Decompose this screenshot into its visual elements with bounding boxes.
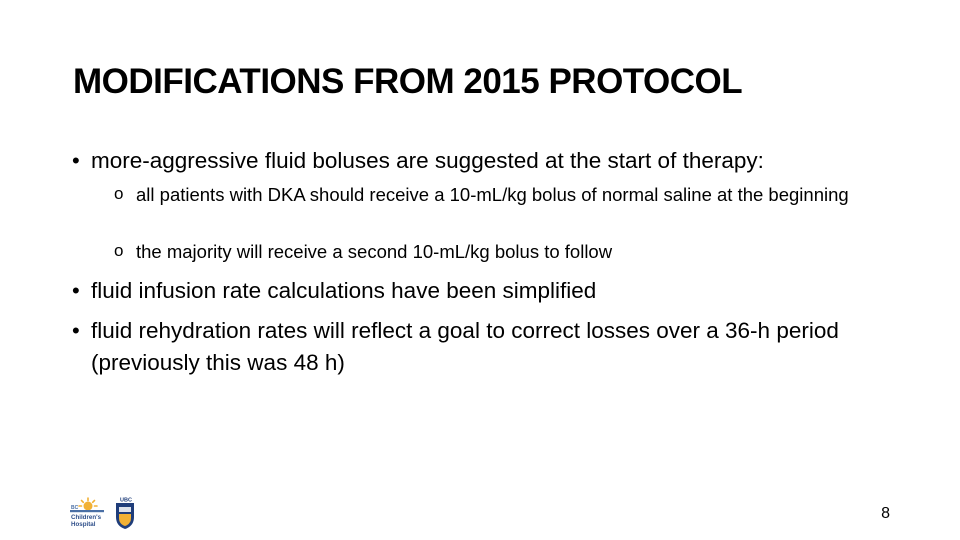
bullet-item [72, 145, 892, 177]
ubc-crest-logo [116, 498, 134, 530]
sun-icon [79, 498, 97, 511]
svg-text:BC: BC [71, 505, 79, 511]
sub-bullet-text: the majority will receive a second 10-mL/kg bolus to follow [136, 241, 613, 262]
bullet-text: fluid rehydration rates will reflect a goal to correct losses over a 36-h period (previously this was 48 h) [91, 318, 839, 375]
svg-text:Hospital: Hospital [71, 521, 96, 528]
sub-bullet-marker: o [114, 241, 124, 260]
bullet-text: more-aggressive fluid boluses are suggested at the start of therapy: [91, 148, 764, 173]
svg-text:UBC: UBC [120, 497, 132, 504]
sub-bullet-marker: o [114, 184, 124, 203]
svg-text:Children's: Children's [71, 514, 102, 521]
bullet-marker: • [72, 318, 80, 343]
slide-title: MODIFICATIONS FROM 2015 PROTOCOL [73, 62, 743, 101]
sub-bullet-item [114, 239, 894, 265]
bullet-marker: • [72, 278, 80, 303]
bullet-item [72, 315, 892, 379]
bullet-item [72, 275, 892, 307]
footer-logos [64, 495, 140, 531]
sub-bullet-text: all patients with DKA should receive a 10-mL/kg bolus of normal saline at the beginning [136, 184, 849, 205]
bc-childrens-hospital-logo [70, 498, 104, 528]
bullet-marker: • [72, 148, 80, 173]
page-number: 8 [881, 505, 890, 522]
bullet-text: fluid infusion rate calculations have been simplified [91, 278, 597, 303]
sub-bullet-item [114, 182, 894, 208]
